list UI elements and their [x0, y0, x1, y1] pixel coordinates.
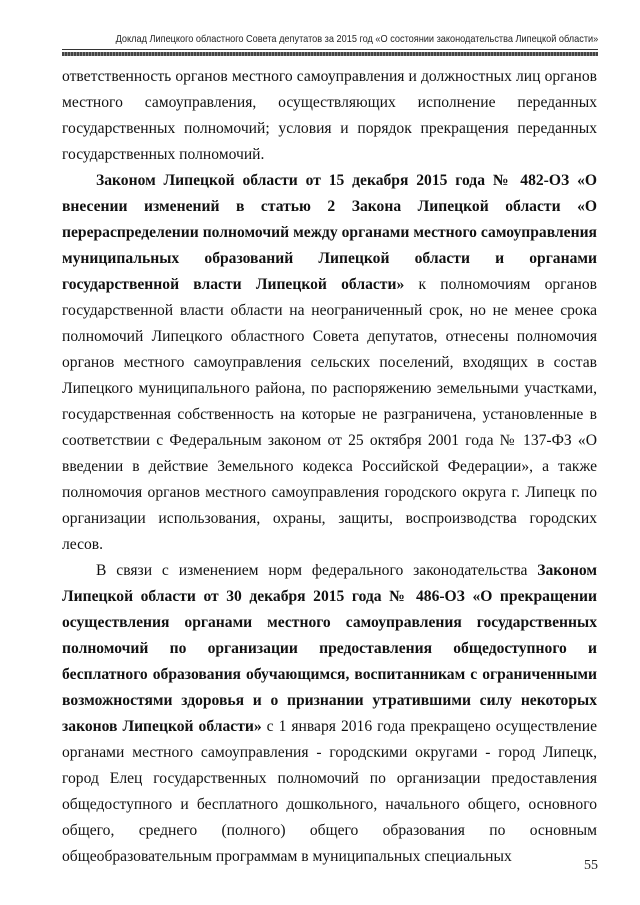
paragraph-text: ответственность органов местного самоуправления и должностных лиц органов местного самоуправления, осуществляющих исполнение переданных государственных полномочий; условия и порядок прекращения переданных государственных полномочий.	[62, 68, 597, 163]
paragraph-continuation	[62, 64, 597, 168]
paragraph-law-482	[62, 168, 597, 558]
paragraph-text: к полномочиям органов государственной власти области на неограниченный срок, но не менее срока полномочий Липецкого областного Совета депутатов, отнесены полномочия органов местного самоуправления сельских поселений, входящих в состав Липецкого муниципального района, по распоряжению земельными участками, государственная собственность на которые не разграничена, установленные в соответствии с Федеральным законом от 25 октября 2001 года № 137-ФЗ «О введении в действие Земельного кодекса Российской Федерации», а также полномочия органов местного самоуправления городского округа г. Липецк по организации использования, охраны, защиты, воспроизводства городских лесов.	[62, 276, 597, 553]
law-citation-bold: Законом Липецкой области от 15 декабря 2015 года № 482-ОЗ «О внесении изменений в статью 2 Закона Липецкой области «О перераспределении полномочий между органами местного самоуправления муниципальных образований Липецкой области и органами государственной власти Липецкой области»	[62, 172, 597, 293]
header-rule-thick	[62, 52, 598, 56]
header-rule-thin	[62, 49, 598, 50]
paragraph-lead: В связи с изменением норм федерального законодательства	[96, 562, 538, 579]
paragraph-law-486	[62, 558, 597, 870]
law-citation-bold: Законом Липецкой области от 30 декабря 2015 года № 486-ОЗ «О прекращении осуществления органами местного самоуправления государственных полномочий по организации предоставления общедоступного и бесплатного образования обучающимся, воспитанникам с ограниченными возможностями здоровья и о признании утратившими силу некоторых законов Липецкой области»	[62, 562, 597, 735]
page-number: 55	[584, 858, 598, 873]
paragraph-text: с 1 января 2016 года прекращено осуществление органами местного самоуправления - городскими округами - город Липецк, город Елец государственных полномочий по организации предоставления общедоступного и бесплатного дошкольного, начального общего, основного общего, среднего (полного) общего образования по основным общеобразовательным программам в муниципальных специальных	[62, 718, 598, 865]
body-text	[62, 64, 597, 870]
running-header: Доклад Липецкого областного Совета депутатов за 2015 год «О состоянии законодательства Липецкой области»	[115, 34, 599, 45]
